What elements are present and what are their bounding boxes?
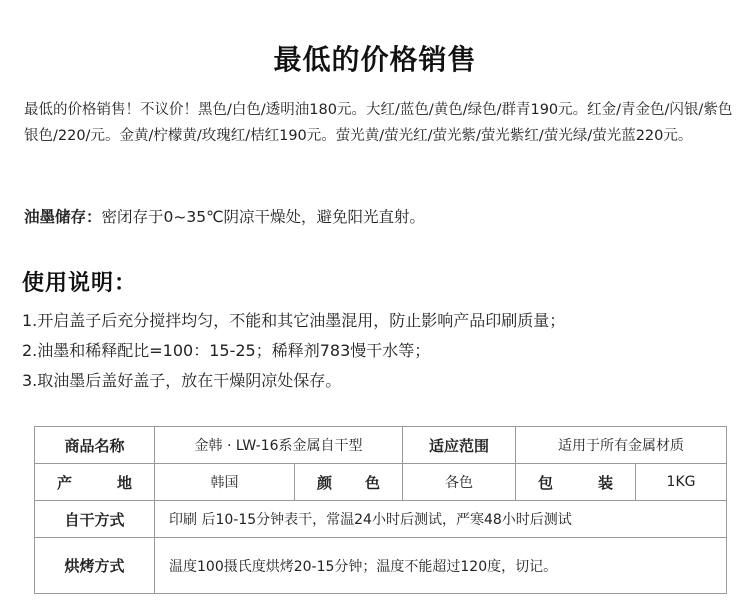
package-label: 包 装: [516, 464, 636, 501]
page-title: 最低的价格销售: [273, 43, 477, 76]
bake-method-value: 温度100摄氏度烘烤20-15分钟；温度不能超过120度，切记。: [155, 538, 727, 594]
color-label: 颜 色: [295, 464, 403, 501]
usage-heading: 使用说明：: [22, 271, 138, 296]
price-description: 最低的价格销售！不议价！黑色/白色/透明油180元。大红/蓝色/黄色/绿色/群青190元。红金/青金色/闪银/紫色银色/220/元。金黄/柠檬黄/玫瑰红/桔红190元。萤光黄/萤光红/萤光紫/萤光紫红/萤光绿/萤光蓝220元。: [24, 102, 733, 144]
storage-note: [24, 204, 736, 230]
storage-label: 油墨储存：: [24, 208, 102, 226]
dry-method-label: 自干方式: [35, 501, 155, 538]
origin-label: 产 地: [35, 464, 155, 501]
usage-item: 3.取油墨后盖好盖子，放在干燥阴凉处保存。: [22, 371, 342, 390]
product-name-value: 金韩 · LW-16系金属自干型: [155, 427, 403, 464]
table-row: [35, 538, 727, 594]
scope-value: 适用于所有金属材质: [516, 427, 727, 464]
color-value: 各色: [403, 464, 516, 501]
usage-item: 2.油墨和稀释配比=100：15-25；稀释剂783慢干水等；: [22, 341, 431, 360]
scope-label: 适应范围: [403, 427, 516, 464]
spec-table: [34, 426, 727, 594]
package-value: 1KG: [636, 464, 727, 501]
storage-text: 密闭存于0~35℃阴凉干燥处，避免阳光直射。: [101, 208, 425, 226]
bake-method-label: 烘烤方式: [35, 538, 155, 594]
usage-item: 1.开启盖子后充分搅拌均匀，不能和其它油墨混用，防止影响产品印刷质量；: [22, 311, 566, 330]
table-row: [35, 427, 727, 464]
table-row: [35, 501, 727, 538]
product-name-label: 商品名称: [35, 427, 155, 464]
usage-list: [22, 306, 734, 396]
table-row: [35, 464, 727, 501]
dry-method-value: 印刷 后10-15分钟表干，常温24小时后测试，严寒48小时后测试: [155, 501, 727, 538]
origin-value: 韩国: [155, 464, 295, 501]
